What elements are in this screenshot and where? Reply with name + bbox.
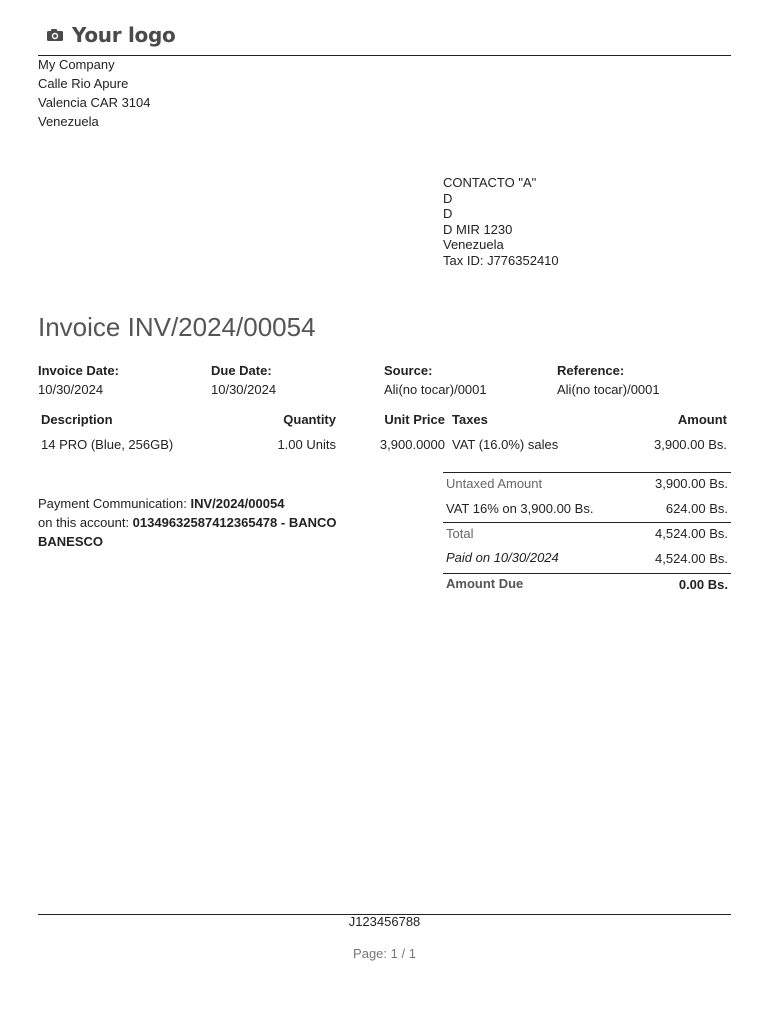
footer-reference: J123456788 — [348, 914, 421, 929]
invoice-title: Invoice INV/2024/00054 — [38, 312, 316, 342]
total-row — [443, 522, 731, 547]
reference-label: Reference: — [557, 363, 625, 378]
customer-name: CONTACTO "A" — [443, 175, 537, 190]
source-value: Ali(no tocar)/0001 — [384, 382, 487, 397]
line-amount: 3,900.00 Bs. — [654, 437, 727, 452]
page-number: Page: 1 / 1 — [353, 946, 416, 961]
reference-value: Ali(no tocar)/0001 — [557, 382, 660, 397]
logo-text: Your logo — [72, 23, 176, 47]
reference-block — [557, 361, 660, 399]
column-header-amount: Amount — [677, 412, 727, 427]
source-block — [384, 361, 487, 399]
vat-row — [443, 497, 731, 522]
invoice-date-value: 10/30/2024 — [38, 382, 104, 397]
payment-account-value: 01349632587412365478 - BANCO BANESCO — [38, 515, 337, 549]
invoice-date-label: Invoice Date: — [38, 363, 119, 378]
customer-country: Venezuela — [443, 237, 504, 252]
amount-due-value: 0.00 Bs. — [678, 577, 728, 592]
payment-communication — [38, 494, 368, 551]
untaxed-row — [443, 472, 731, 497]
total-label: Total — [446, 526, 474, 541]
payment-account-label: on this account: — [38, 515, 133, 530]
payment-communication-label: Payment Communication: — [38, 496, 191, 511]
company-country: Venezuela — [38, 114, 99, 129]
amount-due-label: Amount Due — [446, 576, 524, 591]
column-header-description: Description — [41, 412, 113, 427]
company-city: Valencia CAR 3104 — [38, 95, 151, 110]
amount-due-row — [443, 572, 731, 597]
column-header-unit-price: Unit Price — [384, 412, 445, 427]
paid-row — [443, 546, 731, 571]
company-name: My Company — [38, 57, 115, 72]
vat-label: VAT 16% on 3,900.00 Bs. — [446, 501, 594, 516]
customer-line1: D — [443, 190, 453, 206]
line-quantity: 1.00 Units — [277, 437, 336, 452]
line-unit-price: 3,900.0000 — [379, 437, 445, 452]
camera-icon — [46, 28, 64, 42]
column-header-quantity: Quantity — [283, 412, 336, 427]
column-header-taxes: Taxes — [452, 412, 488, 427]
company-street: Calle Rio Apure — [38, 76, 129, 91]
due-date-label: Due Date: — [211, 363, 272, 378]
untaxed-label: Untaxed Amount — [446, 476, 543, 491]
customer-tax-id: Tax ID: J776352410 — [443, 252, 559, 268]
line-taxes: VAT (16.0%) sales — [452, 437, 559, 452]
customer-line2: D — [443, 206, 453, 221]
customer-line3: D MIR 1230 — [443, 221, 513, 237]
payment-communication-value: INV/2024/00054 — [190, 496, 285, 511]
vat-value: 624.00 Bs. — [665, 501, 728, 516]
invoice-date-block — [38, 361, 119, 399]
total-value: 4,524.00 Bs. — [655, 526, 728, 541]
customer-address — [443, 175, 559, 268]
source-label: Source: — [384, 363, 433, 378]
due-date-value: 10/30/2024 — [211, 382, 277, 397]
paid-label: Paid on 10/30/2024 — [446, 550, 559, 565]
company-logo — [46, 22, 175, 48]
company-address — [38, 55, 151, 131]
line-description: 14 PRO (Blue, 256GB) — [41, 437, 174, 452]
paid-value: 4,524.00 Bs. — [655, 551, 728, 566]
untaxed-value: 3,900.00 Bs. — [655, 476, 728, 491]
due-date-block — [211, 361, 276, 399]
